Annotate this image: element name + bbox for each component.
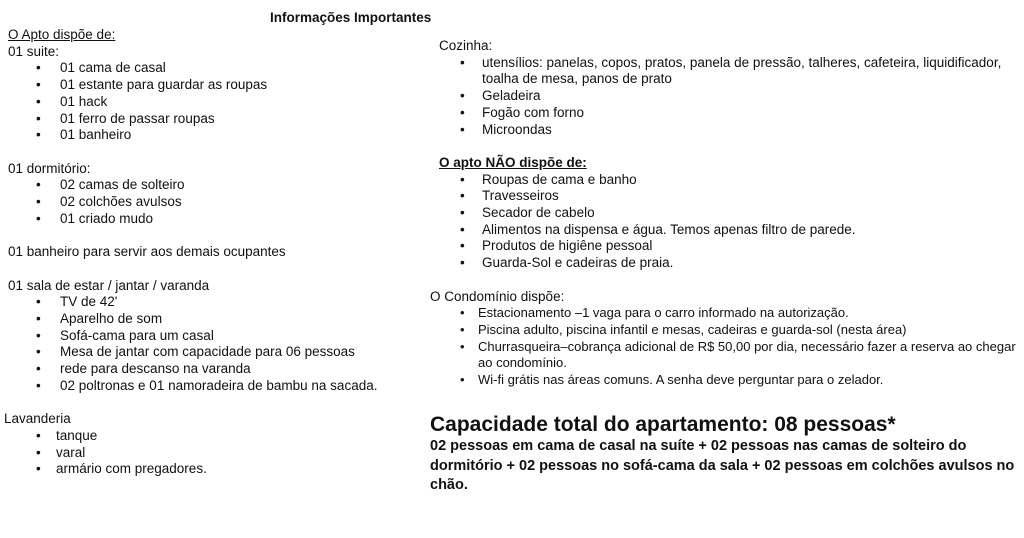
- dormitorio-list: [8, 177, 423, 227]
- capacity-section: [430, 413, 1024, 496]
- list-item: • Microondas: [430, 122, 1020, 139]
- list-item: • 02 poltronas e 01 namoradeira de bambu na sacada.: [8, 378, 423, 395]
- list-item: • 01 hack: [8, 94, 423, 111]
- list-item: • Mesa de jantar com capacidade para 06 pessoas: [8, 344, 423, 361]
- list-item: • 02 camas de solteiro: [8, 177, 423, 194]
- right-column: [430, 38, 1020, 389]
- nao-dispoe-list: [430, 172, 1020, 272]
- lavanderia-list: [8, 428, 423, 478]
- list-item: • armário com pregadores.: [8, 461, 423, 478]
- list-item: • Churrasqueira–cobrança adicional de R$ 50,00 por dia, necessário fazer a reserva ao chegar ao condomínio.: [430, 339, 1020, 372]
- list-item: • utensílios: panelas, copos, pratos, panela de pressão, talheres, cafeteira, liquidificador, toalha de mesa, panos de prato: [430, 55, 1020, 88]
- capacity-description: 02 pessoas em cama de casal na suíte + 02 pessoas nas camas de solteiro do dormitório + 02 pessoas no sofá-cama da sala + 02 pessoas em colchões avulsos no chão.: [430, 438, 1015, 493]
- list-item: • rede para descanso na varanda: [8, 361, 423, 378]
- list-item: • Estacionamento –1 vaga para o carro informado na autorização.: [430, 305, 1020, 322]
- sala-label: 01 sala de estar / jantar / varanda: [8, 277, 210, 293]
- banheiro-line: 01 banheiro para servir aos demais ocupantes: [8, 244, 286, 260]
- list-item: • Produtos de higiêne pessoal: [430, 238, 1020, 255]
- list-item: • 01 ferro de passar roupas: [8, 111, 423, 128]
- list-item: • Roupas de cama e banho: [430, 172, 1020, 189]
- list-item: • Geladeira: [430, 88, 1020, 105]
- list-item: • Secador de cabelo: [430, 205, 1020, 222]
- cozinha-list: [430, 55, 1020, 139]
- list-item: • TV de 42': [8, 294, 423, 311]
- cozinha-label: Cozinha:: [439, 38, 493, 53]
- suite-list: [8, 60, 423, 144]
- list-item: • 02 colchões avulsos: [8, 194, 423, 211]
- apto-dispoe-heading: O Apto dispõe de:: [8, 27, 116, 42]
- list-item: • Travesseiros: [430, 188, 1020, 205]
- list-item: • Aparelho de som: [8, 311, 423, 328]
- list-item: • Wi-fi grátis nas áreas comuns. A senha deve perguntar para o zelador.: [430, 372, 1020, 389]
- list-item: • Guarda-Sol e cadeiras de praia.: [430, 255, 1020, 272]
- list-item: • Piscina adulto, piscina infantil e mesas, cadeiras e guarda-sol (nesta área): [430, 322, 1020, 339]
- sala-list: [8, 294, 423, 394]
- list-item: • 01 banheiro: [8, 127, 423, 144]
- list-item: • 01 estante para guardar as roupas: [8, 77, 423, 94]
- lavanderia-label: Lavanderia: [4, 411, 71, 427]
- list-item: • varal: [8, 445, 423, 462]
- dormitorio-label: 01 dormitório:: [8, 160, 91, 176]
- list-item: • Sofá-cama para um casal: [8, 328, 423, 345]
- capacity-title: Capacidade total do apartamento: 08 pessoas*: [430, 413, 896, 436]
- condominio-label: O Condomínio dispõe:: [430, 288, 565, 304]
- list-item: • Alimentos na dispensa e água. Temos apenas filtro de parede.: [430, 222, 1020, 239]
- list-item: • Fogão com forno: [430, 105, 1020, 122]
- suite-label: 01 suite:: [8, 43, 60, 59]
- list-item: • tanque: [8, 428, 423, 445]
- list-item: • 01 criado mudo: [8, 211, 423, 228]
- list-item: • 01 cama de casal: [8, 60, 423, 77]
- page-title: Informações Importantes: [270, 10, 432, 25]
- nao-dispoe-heading: O apto NÃO dispõe de:: [439, 154, 587, 170]
- condominio-list: [430, 305, 1020, 389]
- left-column: [4, 27, 423, 478]
